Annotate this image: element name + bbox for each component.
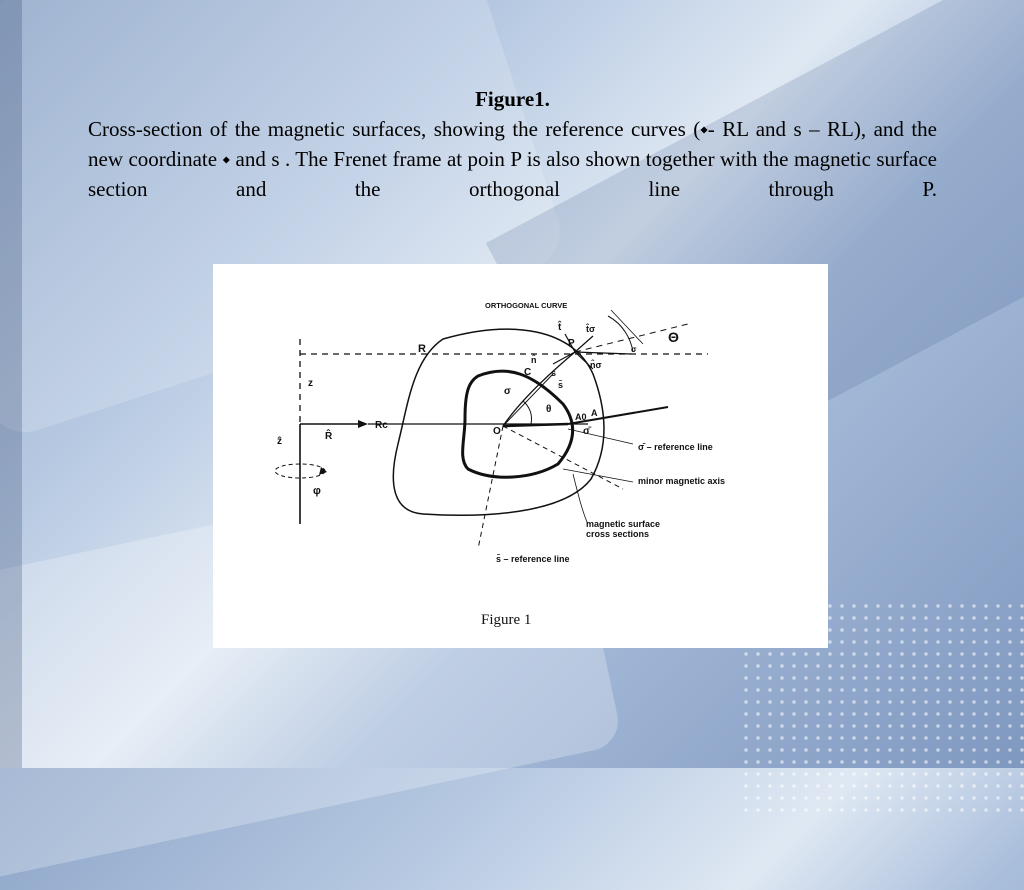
a0-label: A0 <box>575 412 587 422</box>
figure-image <box>213 264 828 648</box>
magnetic-surface-label-2: cross sections <box>586 529 650 539</box>
s-reference-ray <box>503 374 553 426</box>
s-reference-line-label: s̄ – reference line <box>496 554 570 564</box>
magnetic-surface-diagram <box>213 264 828 648</box>
minor-axis-dashed <box>503 426 623 489</box>
sigma-small-label: σ <box>631 345 637 354</box>
caption-body: Cross-section of the magnetic surfaces, showing the reference curves (⬩- RL and s – RL), and the new coordinate ⬩ and s . The Frenet frame at poin P is also shown together with the magnetic surface section and the orthogonal line through P. <box>88 117 937 201</box>
magnetic-surface-label-1: magnetic surface <box>586 519 661 529</box>
figure-number-caption: Figure 1 <box>481 612 532 628</box>
t-hat-label: t̂ <box>558 322 562 333</box>
background-left-edge <box>0 0 22 768</box>
a-label: A <box>591 408 598 418</box>
theta-big-arc <box>608 316 633 352</box>
orthogonal-curve-label: ORTHOGONAL CURVE <box>485 301 568 310</box>
theta-label: θ <box>546 404 552 415</box>
rc-label: Rc <box>375 420 388 431</box>
s-label: s <box>551 368 557 378</box>
phi-label: φ <box>313 485 321 497</box>
o-label: O <box>493 426 501 437</box>
sigma-reference-line-label: σ̄ – reference line <box>638 442 713 452</box>
r-arrowhead <box>358 420 368 428</box>
r-hat-label: R̂ <box>325 431 333 442</box>
r-label: R <box>418 343 426 355</box>
orthogonal-curve-pointer <box>611 310 643 344</box>
figure-caption <box>88 84 937 204</box>
theta-big-label: Θ <box>668 329 679 345</box>
s-reference-line-dashed <box>478 426 503 549</box>
s-vec-label: s̄ <box>558 380 564 390</box>
sigma-ref-pointer <box>568 429 633 444</box>
t-sigma-label: t̂σ <box>586 324 596 334</box>
n-hat-label: n̂ <box>531 355 537 365</box>
z-label: z <box>308 378 313 389</box>
sigma-vec-label: σ̄ <box>583 426 590 437</box>
minor-axis-label: minor magnetic axis <box>638 476 726 486</box>
caption-title: Figure1. <box>475 87 550 111</box>
surface-pointer <box>573 474 588 524</box>
z-hat-label: ẑ <box>277 436 282 447</box>
c-label: C <box>524 367 532 378</box>
sigma-label: σ <box>504 386 511 397</box>
t-sigma-vector <box>575 336 593 352</box>
p-label: P <box>568 338 575 349</box>
n-sigma-label: n̂σ <box>590 360 602 370</box>
